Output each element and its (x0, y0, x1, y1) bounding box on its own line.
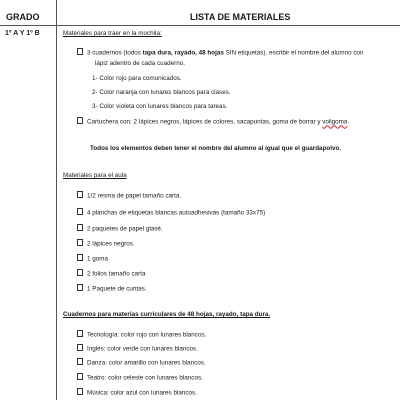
checkbox-icon (77, 388, 83, 395)
aula-item: 2 paquetes de papel glasé. (77, 224, 163, 234)
materia-item: Inglés: color verde con lunares blancos. (77, 344, 198, 354)
color-item: 3- Color violeta con lunares blancos para tareas. (92, 103, 228, 110)
checkbox-icon (77, 239, 83, 246)
aula-item: 1 Paquete de curitas. (77, 284, 147, 294)
materia-item: Tecnología: color rojo con lunares blancos. (77, 330, 206, 340)
materia-item: Teatro: color celeste con lunares blancos. (77, 373, 203, 383)
section-cuadernos-title: Cuadernos para materias curriculares de 48 hojas, rayado, tapa dura. (63, 311, 271, 318)
notice-text: Todos los elementos deben tener el nombre del alumno al igual que el guardapolvo. (90, 145, 342, 152)
grade-label: 1º A Y 1º B (5, 30, 40, 37)
checkbox-icon (77, 284, 83, 291)
color-item: 2- Color naranja con lunares blancos para clases. (92, 89, 231, 96)
aula-item: 1 goma (77, 254, 108, 264)
checkbox-icon (77, 269, 83, 276)
header-grado: GRADO (6, 12, 40, 22)
cuadernos-item: 3 cuadernos (todos tapa dura, rayado, 48 hojas SIN etiquetas). escribir el nombre del alumno con (77, 48, 364, 58)
materia-item: Danza: color amarillo con lunares blancos. (77, 358, 206, 368)
color-item: 1- Color rojo para comunicados. (92, 75, 182, 82)
checkbox-icon (77, 117, 83, 124)
header-divider (0, 25, 400, 26)
aula-item: 2 folios tamaño carta (77, 269, 145, 279)
checkbox-icon (77, 358, 83, 365)
checkbox-icon (77, 330, 83, 337)
cuadernos-item-line2: lápiz adentro de cada cuaderno. (95, 60, 185, 67)
checkbox-icon (77, 254, 83, 261)
checkbox-icon (77, 224, 83, 231)
checkbox-icon (77, 208, 83, 215)
checkbox-icon (77, 48, 83, 55)
section-mochila-title: Materiales para traer en la mochila: (63, 30, 162, 37)
header-lista-materiales: LISTA DE MATERIALES (190, 12, 291, 22)
cartuchera-item: Cartuchera con: 2 lápices negros, lápices de colores, sacapuntas, goma de borrar y voligoma. (77, 117, 349, 127)
checkbox-icon (77, 373, 83, 380)
column-divider (56, 0, 57, 400)
aula-item: 2 lápices negros. (77, 239, 135, 249)
aula-item: 1/2 resma de papel tamaño carta. (77, 191, 181, 201)
section-aula-title: Materiales para el aula (63, 172, 127, 179)
aula-item: 4 planchas de etiquetas blancas autoadhesivas (tamaño 33x75) (77, 208, 265, 218)
checkbox-icon (77, 344, 83, 351)
materia-item: Música: color azul con lunares blancos. (77, 388, 197, 398)
checkbox-icon (77, 191, 83, 198)
